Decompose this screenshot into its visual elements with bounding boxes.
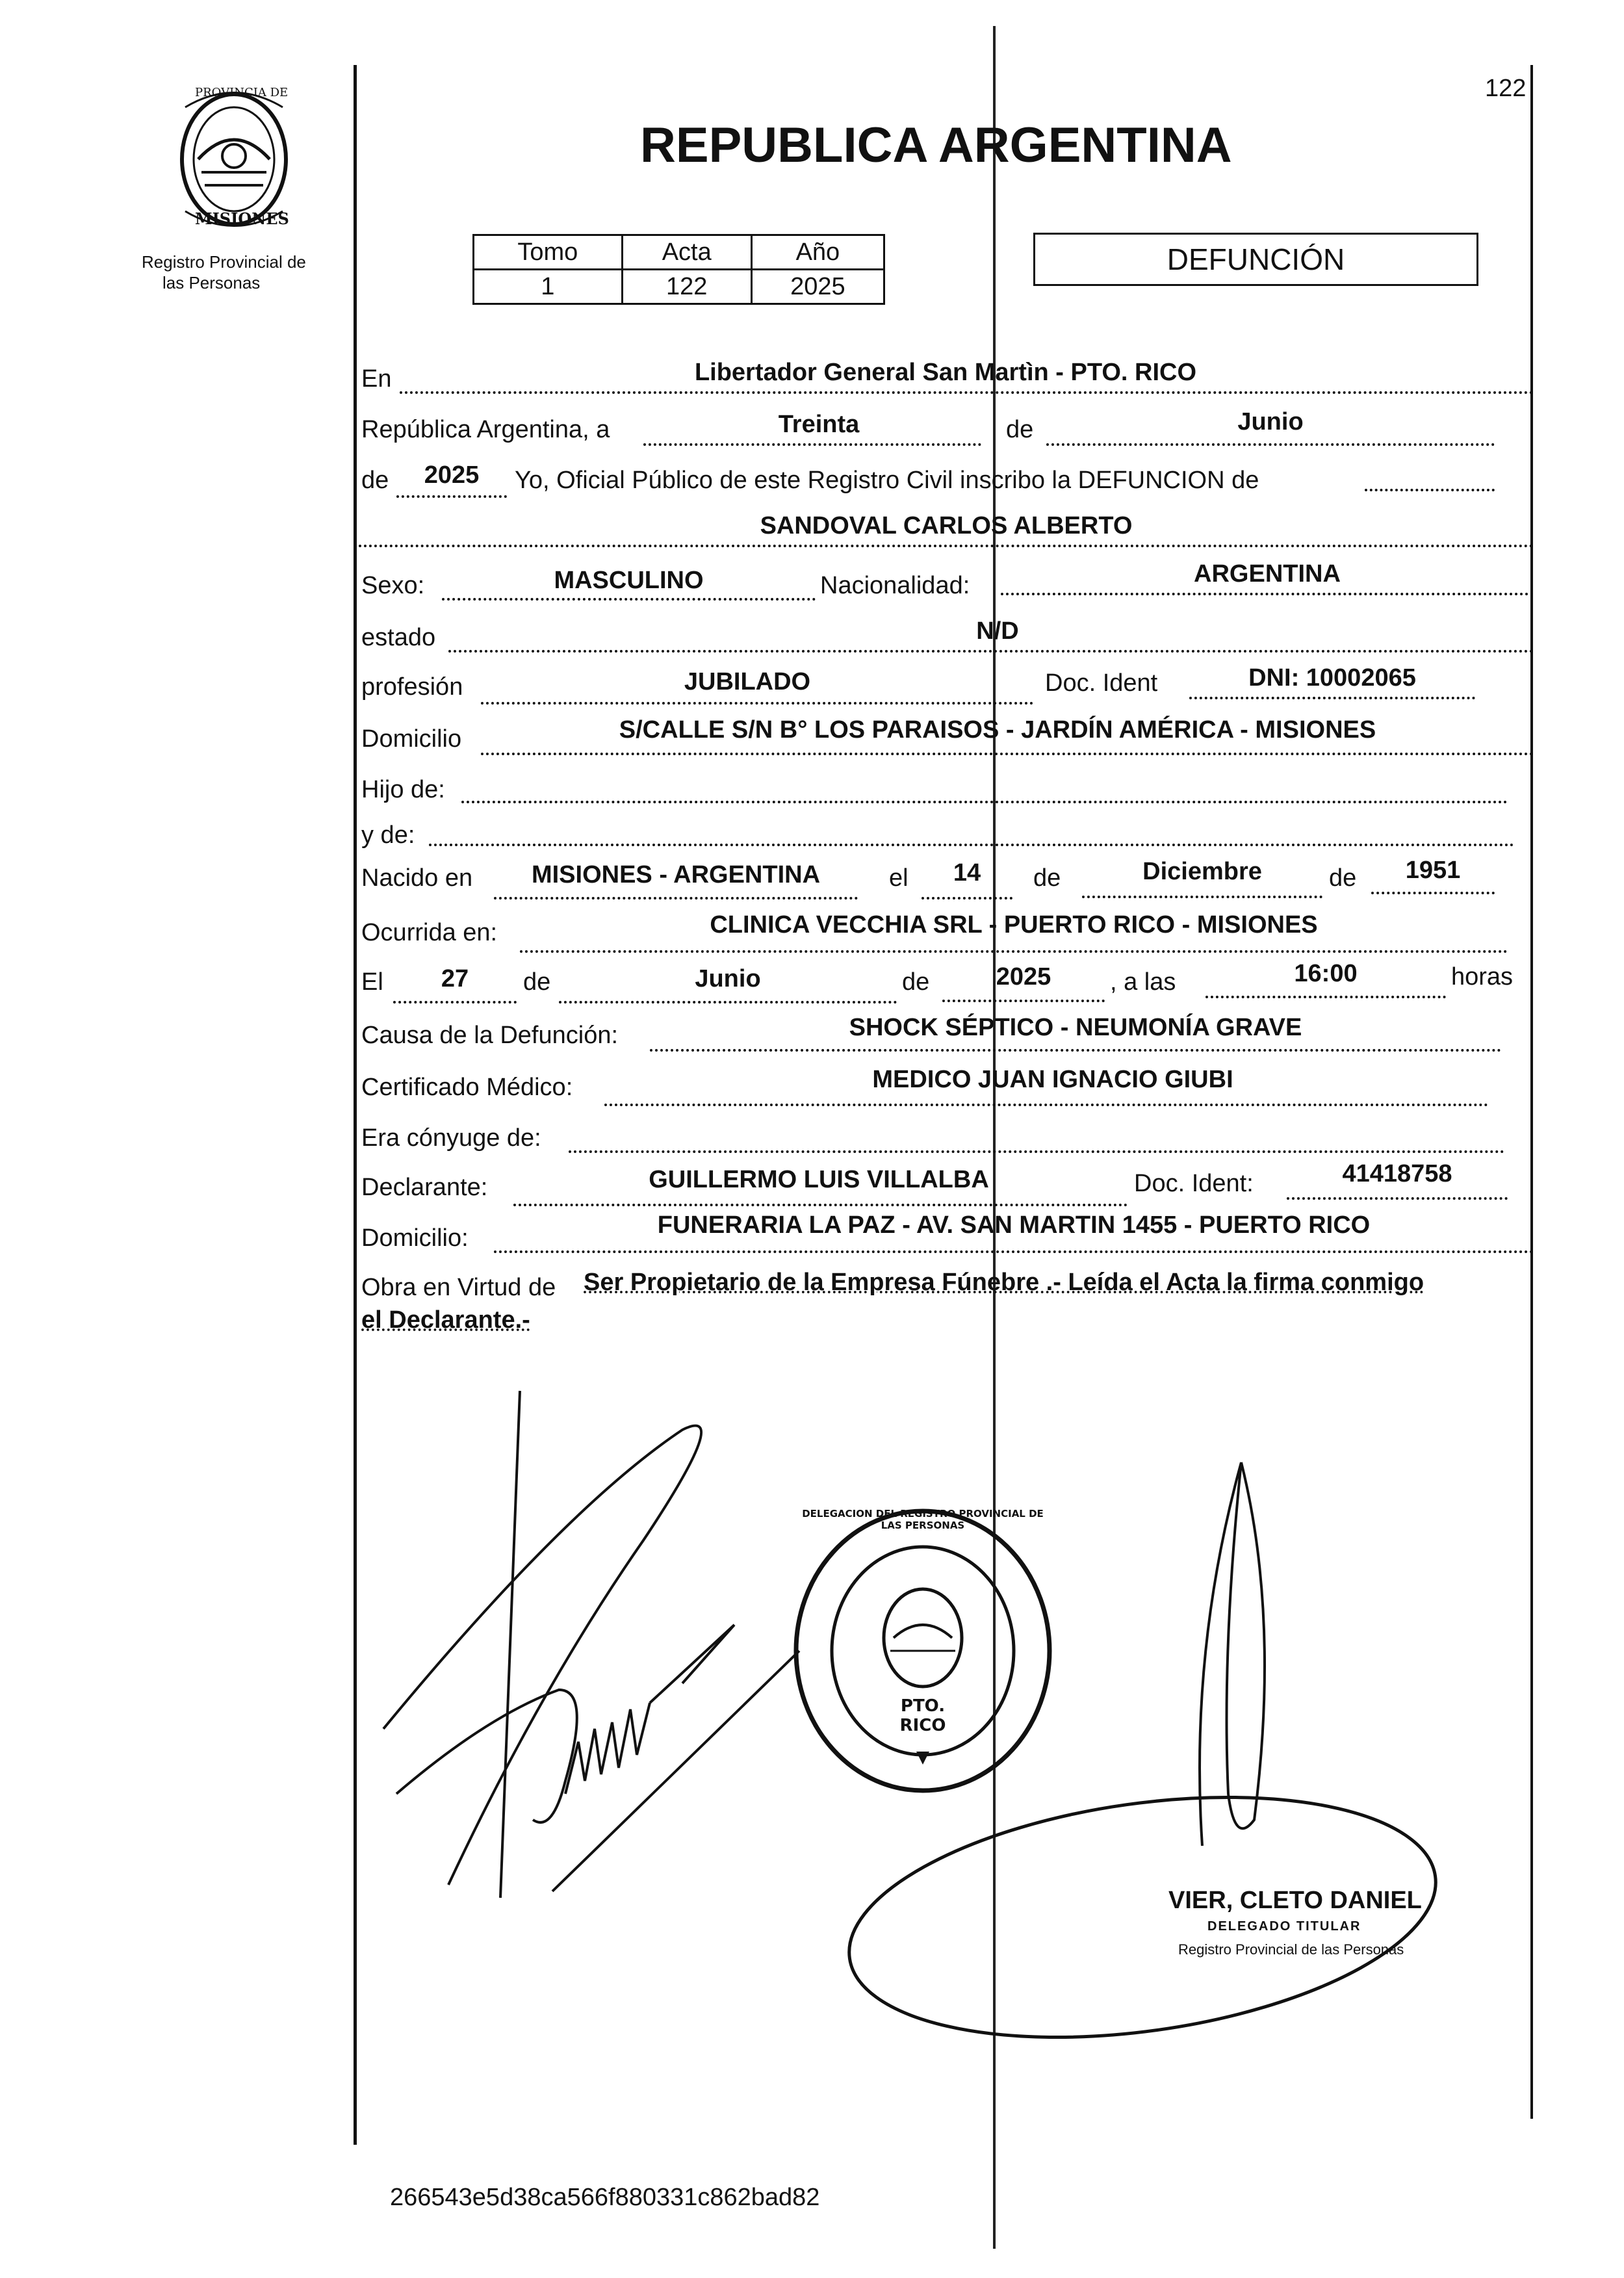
emblem-top-text: PROVINCIA DE: [195, 86, 289, 99]
delegation-seal: [786, 1501, 1059, 1800]
certificado-label: Certificado Médico:: [361, 1074, 573, 1101]
right-border-line: [1530, 65, 1533, 2119]
sexo-value: MASCULINO: [554, 567, 704, 594]
el-label: el: [889, 864, 909, 892]
seal-inner-text: PTO. RICO: [899, 1696, 946, 1735]
birth-month: Diciembre: [1142, 858, 1262, 885]
ocurrida-label: Ocurrida en:: [361, 919, 498, 946]
margin-line: [354, 65, 357, 2145]
yo-text: Yo, Oficial Público de este Registro Civil inscribo la DEFUNCION de: [515, 467, 1259, 494]
declarante-doc-value: 41418758: [1342, 1160, 1452, 1187]
official-title: DELEGADO TITULAR: [1207, 1919, 1361, 1934]
horas-label: horas: [1451, 963, 1514, 990]
dotted-line: [569, 1150, 1504, 1153]
deceased-name: SANDOVAL CARLOS ALBERTO: [760, 512, 1133, 539]
sexo-label: Sexo:: [361, 572, 425, 599]
death-day: 27: [441, 965, 469, 992]
nacido-value: MISIONES - ARGENTINA: [531, 861, 821, 888]
dotted-line: [604, 1104, 1488, 1106]
ocurrida-value: CLINICA VECCHIA SRL - PUERTO RICO - MISIONES: [710, 911, 1318, 938]
day-value: Treinta: [778, 411, 860, 438]
doc-ident-value: DNI: 10002065: [1248, 664, 1416, 692]
dotted-line: [1371, 892, 1495, 894]
hijo-label: Hijo de:: [361, 776, 445, 803]
en-label: En: [361, 365, 392, 393]
year-prefix-label: de: [361, 467, 389, 494]
page-number: 122: [1485, 75, 1527, 102]
dotted-line: [1046, 443, 1495, 446]
anio-value: 2025: [751, 270, 884, 304]
dotted-line: [643, 443, 981, 446]
obra-value-line1: Ser Propietario de la Empresa Fúnebre .- Leída el Acta la firma conmigo: [584, 1269, 1424, 1296]
nacionalidad-value: ARGENTINA: [1194, 560, 1341, 588]
birth-de2-label: de: [1329, 864, 1357, 892]
official-office: Registro Provincial de las Personas: [1178, 1941, 1404, 1958]
death-month: Junio: [695, 965, 761, 992]
table-header: Tomo: [474, 235, 623, 270]
birth-year: 1951: [1405, 857, 1461, 884]
profesion-value: JUBILADO: [684, 668, 811, 695]
table-header: Año: [751, 235, 884, 270]
act-type-label: DEFUNCIÓN: [1166, 242, 1345, 276]
registry-name-line1: Registro Provincial de: [142, 252, 306, 272]
de-label: de: [1006, 416, 1034, 443]
registry-name-line2: las Personas: [162, 273, 261, 292]
dotted-line: [1189, 697, 1475, 699]
domicilio-label: Domicilio: [361, 725, 462, 753]
dotted-line: [494, 1250, 1534, 1253]
conyuge-label: Era cónyuge de:: [361, 1124, 541, 1152]
dotted-line: [429, 844, 1514, 846]
birth-day: 14: [953, 859, 981, 887]
republica-label: República Argentina, a: [361, 416, 610, 443]
document-hash: 266543e5d38ca566f880331c862bad82: [390, 2184, 820, 2211]
dotted-line: [942, 1000, 1105, 1002]
dotted-line: [922, 897, 1012, 900]
dotted-line: [520, 950, 1508, 953]
declarante-doc-label: Doc. Ident:: [1134, 1170, 1254, 1197]
dotted-line: [396, 495, 507, 498]
emblem-bottom-text: MISIONES: [195, 209, 289, 228]
decl-domicilio-value: FUNERARIA LA PAZ - AV. SAN MARTIN 1455 - PUERTO RICO: [657, 1211, 1371, 1239]
dotted-line: [359, 545, 1534, 547]
causa-value: SHOCK SÉPTICO - NEUMONÍA GRAVE: [849, 1014, 1302, 1041]
death-year: 2025: [996, 963, 1051, 990]
dotted-line: [1365, 489, 1495, 491]
birth-de1-label: de: [1033, 864, 1061, 892]
dotted-line: [494, 897, 858, 900]
nacionalidad-label: Nacionalidad:: [820, 572, 970, 599]
causa-label: Causa de la Defunción:: [361, 1022, 619, 1049]
official-name: VIER, CLETO DANIEL: [1168, 1887, 1422, 1914]
doc-ident-label: Doc. Ident: [1045, 669, 1158, 697]
dotted-line: [442, 598, 816, 601]
dotted-line: [559, 1001, 897, 1003]
seal-outer-text: DELEGACION DEL REGISTRO PROVINCIAL DE LAS PERSONAS: [802, 1508, 1044, 1531]
decl-domicilio-label: Domicilio:: [361, 1224, 469, 1252]
a-las-label: , a las: [1110, 968, 1176, 996]
domicilio-value: S/CALLE S/N B° LOS PARAISOS - JARDÍN AMÉRICA - MISIONES: [619, 716, 1376, 744]
dotted-line: [513, 1204, 1128, 1206]
dotted-line: [481, 753, 1534, 755]
death-de1-label: de: [523, 968, 551, 996]
obra-value-line2: el Declarante.-: [361, 1306, 530, 1334]
dotted-line: [461, 801, 1508, 803]
dotted-line: [1082, 896, 1322, 898]
page-title: REPUBLICA ARGENTINA: [640, 118, 1232, 173]
official-stamp: [818, 1791, 1441, 2051]
dotted-line: [1205, 996, 1446, 998]
act-table: [472, 234, 885, 305]
acta-value: 122: [622, 270, 751, 304]
certificado-value: MEDICO JUAN IGNACIO GIUBI: [872, 1066, 1233, 1093]
death-time: 16:00: [1294, 960, 1358, 987]
profesion-label: profesión: [361, 673, 463, 701]
death-el-label: El: [361, 968, 383, 996]
dotted-line: [481, 702, 1033, 705]
declarant-signature: [370, 1378, 838, 1911]
dotted-line: [400, 391, 1534, 394]
declarante-value: GUILLERMO LUIS VILLALBA: [649, 1166, 989, 1193]
year-value: 2025: [424, 461, 480, 489]
death-de2-label: de: [902, 968, 930, 996]
estado-label: estado: [361, 624, 436, 651]
act-type-box: [1033, 233, 1478, 286]
tomo-value: 1: [474, 270, 623, 304]
place-value: Libertador General San Martìn - PTO. RICO: [694, 359, 1197, 386]
dotted-line: [1001, 593, 1534, 595]
obra-label: Obra en Virtud de: [361, 1274, 556, 1301]
estado-value: N/D: [976, 617, 1019, 645]
dotted-line: [1287, 1197, 1508, 1200]
declarante-label: Declarante:: [361, 1174, 488, 1201]
dotted-line: [448, 650, 1534, 653]
y-de-label: y de:: [361, 822, 415, 849]
dotted-line: [393, 1001, 517, 1003]
month-value: Junio: [1237, 408, 1304, 435]
dotted-line: [650, 1049, 1501, 1052]
nacido-label: Nacido en: [361, 864, 473, 892]
table-header: Acta: [622, 235, 751, 270]
